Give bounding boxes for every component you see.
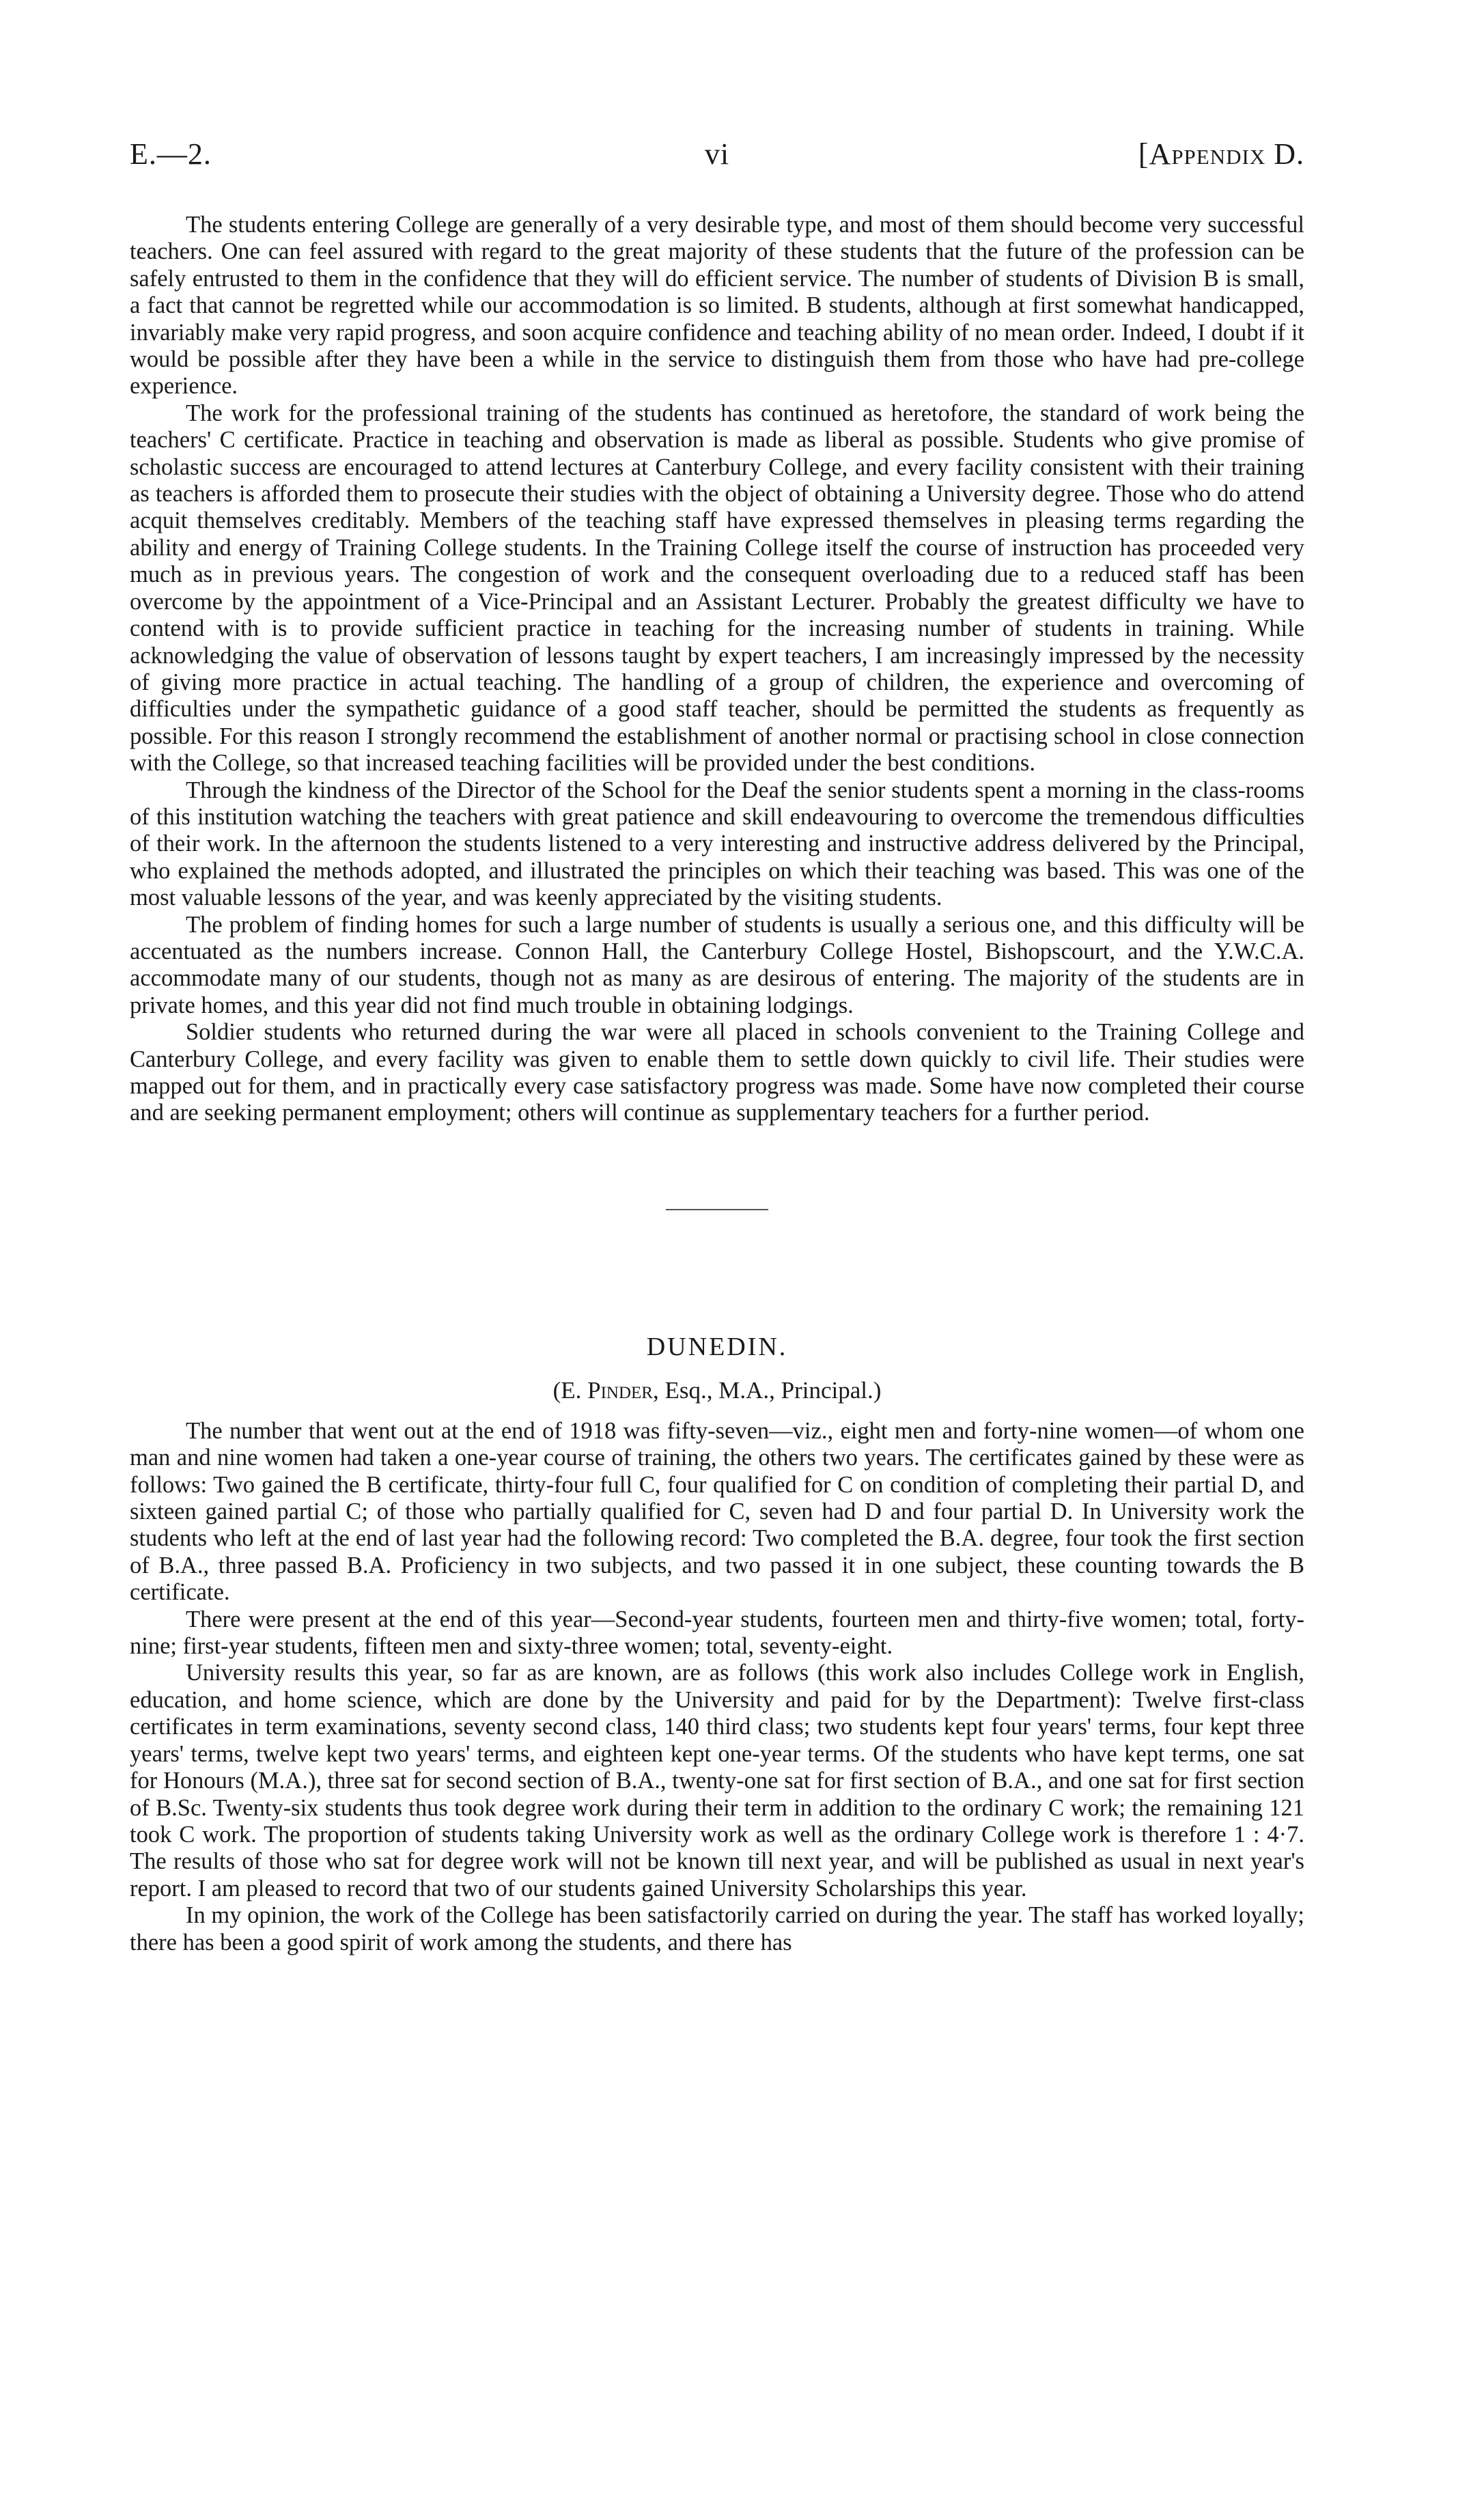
section-subtitle bbox=[130, 1377, 1304, 1404]
page-header bbox=[130, 137, 1304, 178]
paragraph: Soldier students who returned during the war were all placed in schools convenient to the Training College and Canterbury College, and every facility was given to enable them to settle down quickly to civil life. Their studies were mapped out for them, and in practically every case satisfactory progress was made. Some have now completed their course and are seeking permanent employment; others will continue as supplementary teachers for a further period. bbox=[130, 1019, 1304, 1126]
principal-name: Pinder bbox=[587, 1376, 653, 1404]
page-number: vi bbox=[704, 137, 730, 171]
paragraph: The students entering College are generally of a very desirable type, and most of them should become very successful teachers. One can feel assured with regard to the great majority of these students that the future of the profession can be safely entrusted to them in the confidence that they will do efficient service. The number of students of Division B is small, a fact that cannot be regretted while our accommodation is so limited. B students, although at first somewhat handicapped, invariably make very rapid progress, and soon acquire confidence and teaching ability of no mean order. Indeed, I doubt if it would be possible after they have been a while in the service to distinguish them from those who have had pre-college experience. bbox=[130, 212, 1304, 400]
report-reference: E.—2. bbox=[130, 137, 212, 171]
section-divider-wrap bbox=[130, 1127, 1304, 1250]
paragraph: In my opinion, the work of the College has been satisfactorily carried on during the year. The staff has worked loyally; there has been a good spirit of work among the students, and there has bbox=[130, 1902, 1304, 1955]
section-christchurch-continued bbox=[130, 212, 1304, 1127]
section-title: DUNEDIN. bbox=[646, 1332, 788, 1361]
paragraph: University results this year, so far as are known, are as follows (this work also includes College work in English, education, and home science, which are done by the University and paid for by the Department): Twelve first-class certificates in term examinations, seventy second class, 140 third class; two students kept four years' terms, four kept three years' terms, twelve kept two years' terms, and eighteen kept one-year terms. Of the students who have kept terms, one sat for Honours (M.A.), three sat for second section of B.A., twenty-one sat for first section of B.A., and one sat for first section of B.Sc. Twenty-six students thus took degree work during their term in addition to the ordinary C work; the remaining 121 took C work. The proportion of students taking University work as well as the ordinary College work is therefore 1 : 4·7. The results of those who sat for degree work will not be known till next year, and will be published as usual in next year's report. I am pleased to record that two of our students gained University Scholarships this year. bbox=[130, 1660, 1304, 1902]
paragraph: Through the kindness of the Director of the School for the Deaf the senior students spent a morning in the class-rooms of this institution watching the teachers with great patience and skill endeavouring to overcome the tremendous difficulties of their work. In the afternoon the students listened to a very interesting and instructive address delivered by the Principal, who explained the methods adopted, and illustrated the principles on which their teaching was based. This was one of the most valuable lessons of the year, and was keenly appreciated by the visiting students. bbox=[130, 777, 1304, 911]
paragraph: There were present at the end of this year—Second-year students, fourteen men and thirty-five women; total, forty-nine; first-year students, fifteen men and sixty-three women; total, seventy-eight. bbox=[130, 1606, 1304, 1660]
paragraph: The work for the professional training of the students has continued as heretofore, the standard of work being the teachers' C certificate. Practice in teaching and observation is made as liberal as possible. Students who give promise of scholastic success are encouraged to attend lectures at Canterbury College, and every facility consistent with their training as teachers is afforded them to prosecute their studies with the object of obtaining a University degree. Those who do attend acquit themselves creditably. Members of the teaching staff have expressed themselves in pleasing terms regarding the ability and energy of Training College students. In the Training College itself the course of instruction has proceeded very much as in previous years. The congestion of work and the consequent overloading due to a reduced staff has been overcome by the appointment of a Vice-Principal and an Assistant Lecturer. Probably the greatest difficulty we have to contend with is to provide sufficient practice in teaching for the increasing number of students in training. While acknowledging the value of observation of lessons taught by expert teachers, I am increasingly impressed by the necessity of giving more practice in actual teaching. The handling of a group of children, the experience and overcoming of difficulties under the sympathetic guidance of a good staff teacher, should be permitted the students as frequently as possible. For this reason I strongly recommend the establishment of another normal or practising school in close connection with the College, so that increased teaching facilities will be provided under the best conditions. bbox=[130, 400, 1304, 777]
appendix-label: [Appendix D. bbox=[1138, 137, 1304, 171]
section-dunedin bbox=[130, 1418, 1304, 1956]
subtitle-rest: , Esq., M.A., Principal.) bbox=[652, 1376, 882, 1404]
section-divider bbox=[666, 1209, 768, 1210]
document-page bbox=[130, 137, 1304, 1956]
paragraph: The problem of finding homes for such a large number of students is usually a serious one, and this difficulty will be accentuated as the numbers increase. Connon Hall, the Canterbury College Hostel, Bishopscourt, and the Y.W.C.A. accommodate many of our students, though not as many as are desirous of entering. The majority of the students are in private homes, and this year did not find much trouble in obtaining lodgings. bbox=[130, 911, 1304, 1018]
subtitle-open: (E. bbox=[552, 1376, 588, 1404]
paragraph: The number that went out at the end of 1918 was fifty-seven—viz., eight men and forty-nine women—of whom one man and nine women had taken a one-year course of training, the others two years. The certificates gained by these were as follows: Two gained the B certificate, thirty-four full C, four qualified for C on condition of completing their partial D, and sixteen gained partial C; of those who partially qualified for C, seven had D and four partial D. In University work the students who left at the end of last year had the following record: Two completed the B.A. degree, four took the first section of B.A., three passed B.A. Proficiency in two subjects, and two passed it in one subject, these counting towards the B certificate. bbox=[130, 1417, 1304, 1606]
